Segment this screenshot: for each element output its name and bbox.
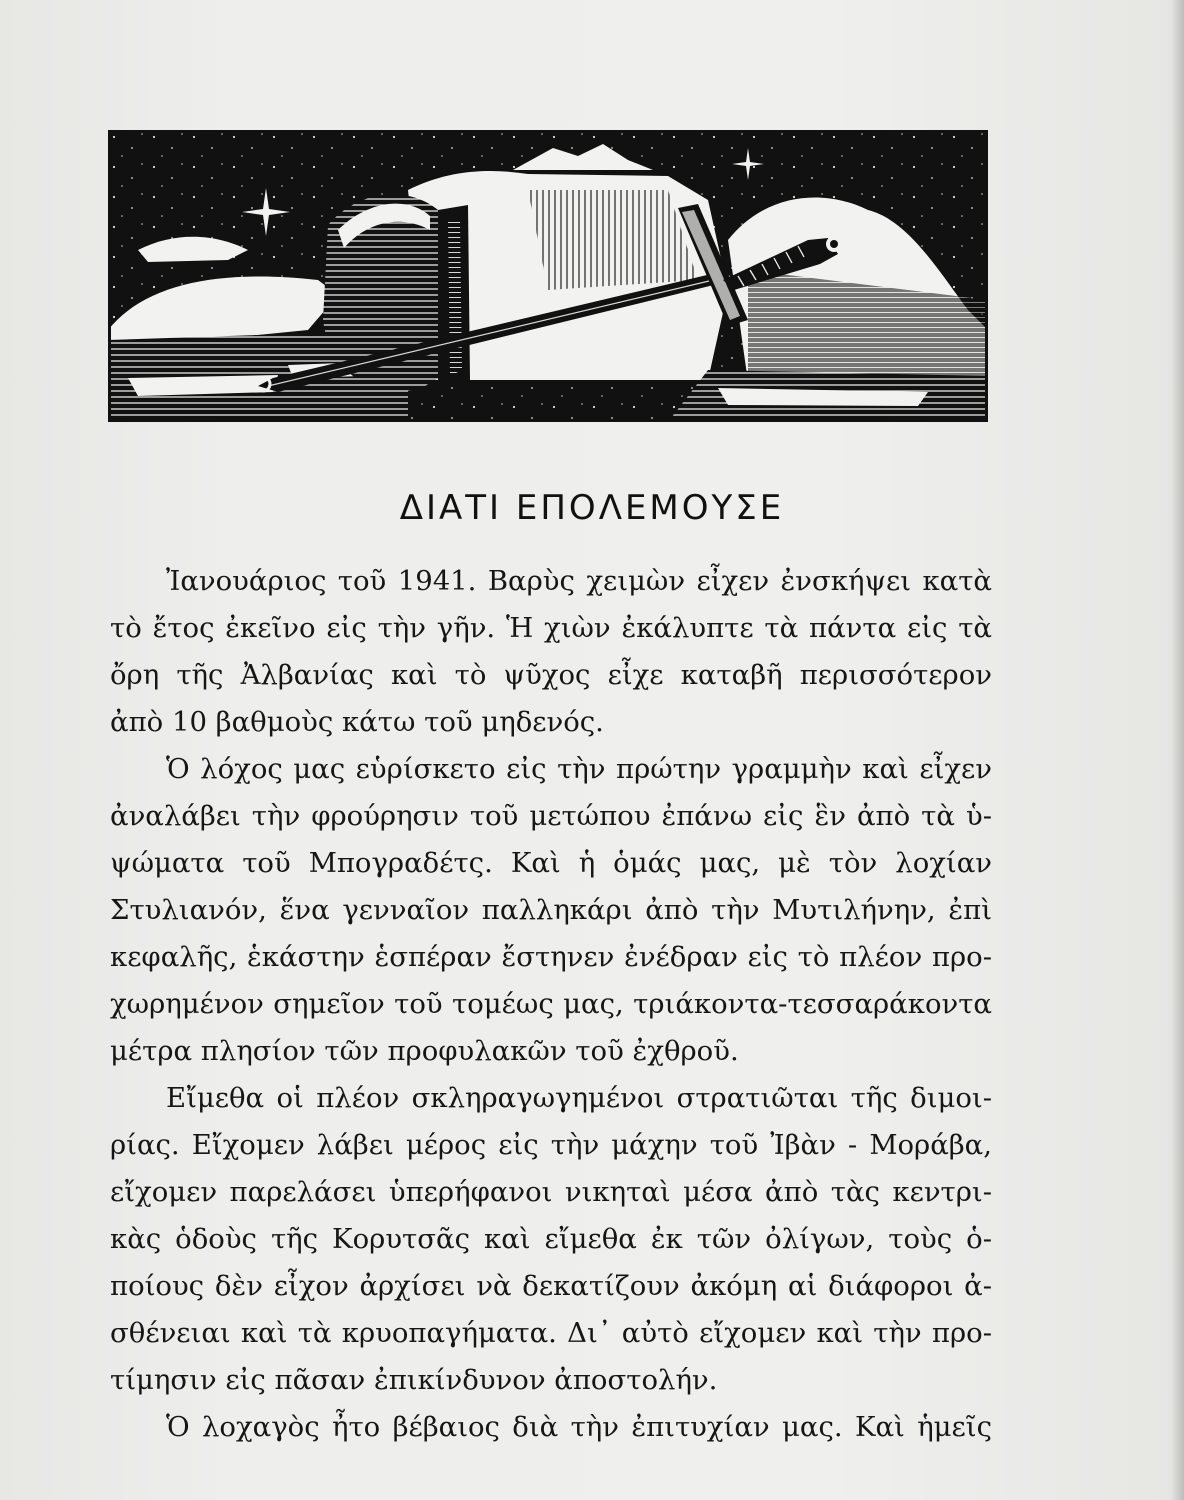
chapter-title: ΔΙΑΤΙ ΕΠΟΛΕΜΟΥΣΕ	[399, 488, 785, 528]
text-line: χωρημένον σημεῖον τοῦ τομέως μας, τριάκοντα-τεσσαράκοντα	[110, 988, 992, 1020]
paragraph	[110, 1075, 992, 1404]
text-line: σθένειαι καὶ τὰ κρυοπαγήματα. Δι᾽ αὐτὸ εἴχομεν καὶ τὴν προ-	[110, 1317, 992, 1349]
page-edge-shadow	[1170, 0, 1184, 1500]
text-line: τίμησιν εἰς πᾶσαν ἐπικίνδυνον ἀποστολήν.	[110, 1364, 718, 1396]
text-line: κεφαλῆς, ἑκάστην ἑσπέραν ἔστηνεν ἐνέδραν εἰς τὸ πλέον προ-	[110, 941, 992, 973]
text-line: ἀπὸ 10 βαθμοὺς κάτω τοῦ μηδενός.	[110, 706, 604, 738]
woodcut-helmet-sword-snow-icon	[108, 130, 988, 422]
text-line: μέτρα πλησίον τῶν προφυλακῶν τοῦ ἐχθροῦ.	[110, 1035, 739, 1067]
text-line: Ὁ λοχαγὸς ἦτο βέβαιος διὰ τὴν ἐπιτυχίαν μας. Καὶ ἡμεῖς	[166, 1411, 992, 1443]
paragraph	[110, 746, 992, 1075]
text-line: ἀναλάβει τὴν φρούρησιν τοῦ μετώπου ἐπάνω εἰς ἓν ἀπὸ τὰ ὑ-	[110, 800, 992, 832]
text-line: ποίους δὲν εἶχον ἀρχίσει νὰ δεκατίζουν ἀκόμη αἱ διάφοροι ἀ-	[110, 1270, 992, 1302]
text-line: εἴχομεν παρελάσει ὑπερήφανοι νικηταὶ μέσα ἀπὸ τὰς κεντρι-	[110, 1176, 992, 1208]
paragraph	[110, 1404, 992, 1451]
text-line: ὄρη τῆς Ἀλβανίας καὶ τὸ ψῦχος εἶχε καταβῆ περισσότερον	[110, 659, 992, 691]
text-line: Εἴμεθα οἱ πλέον σκληραγωγημένοι στρατιῶται τῆς διμοι-	[166, 1082, 992, 1114]
paragraph	[110, 558, 992, 746]
text-line: Στυλιανόν, ἕνα γενναῖον παλληκάρι ἀπὸ τὴν Μυτιλήνην, ἐπὶ	[110, 894, 992, 926]
text-line: ψώματα τοῦ Μπογραδέτς. Καὶ ἡ ὁμάς μας, μὲ τὸν λοχίαν	[110, 847, 992, 879]
text-line: τὸ ἔτος ἐκεῖνο εἰς τὴν γῆν. Ἡ χιὼν ἐκάλυπτε τὰ πάντα εἰς τὰ	[110, 612, 992, 644]
text-line: ρίας. Εἴχομεν λάβει μέρος εἰς τὴν μάχην τοῦ Ἰβὰν - Μοράβα,	[110, 1129, 992, 1161]
text-line: κὰς ὁδοὺς τῆς Κορυτσᾶς καὶ εἴμεθα ἐκ τῶν ὀλίγων, τοὺς ὁ-	[110, 1223, 992, 1255]
text-line: Ὁ λόχος μας εὑρίσκετο εἰς τὴν πρώτην γραμμὴν καὶ εἶχεν	[166, 753, 992, 785]
body-text	[110, 558, 992, 1451]
text-line: Ἰανουάριος τοῦ 1941. Βαρὺς χειμὼν εἶχεν ἐνσκήψει κατὰ	[166, 565, 992, 597]
